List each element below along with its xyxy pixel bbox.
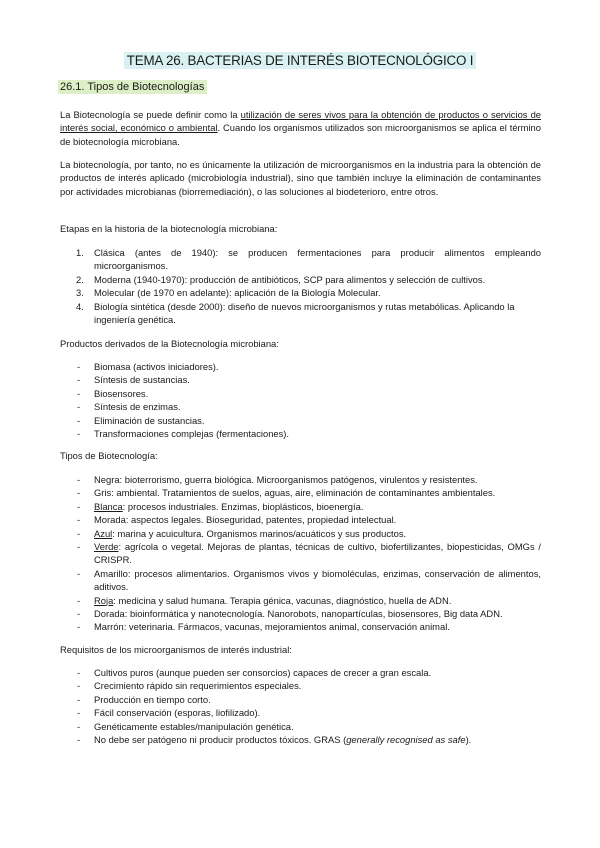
dash-bullet: - — [77, 720, 81, 732]
list-item — [60, 527, 541, 540]
type-term: Morada — [94, 514, 126, 526]
intro-p1-start: La Biotecnología se puede definir como la — [60, 109, 241, 120]
item-text: Crecimiento rápido sin requerimientos especiales. — [94, 680, 302, 692]
item-text: Biología sintética (desde 2000): diseño de nuevos microorganismos y rutas metabólicas. Aplicando la ingeniería genética. — [94, 300, 515, 326]
dash-bullet: - — [77, 474, 81, 485]
types-label: Tipos de Biotecnología: — [60, 450, 158, 461]
products-list — [60, 360, 541, 440]
type-term: Roja — [94, 594, 114, 606]
item-number: 3. — [76, 287, 84, 299]
type-term: Gris — [94, 487, 112, 499]
item-text-italic: generally recognised as safe — [346, 734, 466, 746]
list-item — [60, 666, 541, 679]
section-heading: 26.1. Tipos de Biotecnologías — [58, 80, 207, 94]
list-item — [60, 373, 541, 386]
dash-bullet: - — [77, 374, 81, 386]
dash-bullet: - — [77, 541, 81, 553]
item-number: 2. — [76, 273, 84, 285]
dash-bullet: - — [77, 594, 81, 606]
list-item — [60, 540, 541, 567]
type-description: : medicina y salud humana. Terapia génica, vacunas, diagnóstico, huella de ADN. — [113, 594, 452, 606]
history-list — [60, 246, 541, 326]
list-item — [60, 300, 541, 327]
item-number: 4. — [76, 300, 84, 312]
list-item — [60, 414, 541, 427]
dash-bullet: - — [77, 707, 81, 719]
types-list — [60, 473, 541, 634]
title-wrap — [0, 52, 600, 70]
type-description: : ambiental. Tratamientos de suelos, aguas, aire, eliminación de contaminantes ambientales. — [111, 487, 496, 499]
list-item — [60, 620, 541, 633]
list-item — [60, 286, 541, 299]
list-item — [60, 400, 541, 413]
item-text: Moderna (1940-1970): producción de antibióticos, SCP para alimentos y selección de cultivos. — [94, 273, 486, 285]
list-item — [60, 594, 541, 607]
item-text: Eliminación de sustancias. — [94, 414, 205, 426]
type-term: Negra — [94, 474, 120, 485]
dash-bullet: - — [77, 667, 81, 678]
type-description: : veterinaria. Fármacos, vacunas, mejoramientos animal, conservación animal. — [123, 621, 450, 633]
type-description: : procesos alimentarios. Organismos vivos y biomoléculas, enzimas, conservación de alimentos, aditivos. — [94, 567, 541, 593]
item-number: 1. — [76, 247, 84, 258]
list-item — [60, 486, 541, 499]
item-text: Clásica (antes de 1940): se producen fermentaciones para producir alimentos empleando microorganismos. — [94, 247, 541, 272]
type-term: Marrón — [94, 621, 124, 633]
dash-bullet: - — [77, 567, 81, 579]
products-label: Productos derivados de la Biotecnología microbiana: — [60, 338, 279, 349]
item-text: Biosensores. — [94, 387, 149, 399]
dash-bullet: - — [77, 680, 81, 692]
dash-bullet: - — [77, 387, 81, 399]
dash-bullet: - — [77, 527, 81, 539]
intro-p1-underlined: utilización de seres vivos para la obtención de productos o servicios de interés social, económico o ambiental — [60, 109, 541, 134]
type-description: : bioinformática y nanotecnología. Nanorobots, nanopartículas, biosensores, Big data ADN. — [124, 608, 503, 620]
item-text: Molecular (de 1970 en adelante): aplicación de la Biología Molecular. — [94, 287, 381, 299]
list-item — [60, 567, 541, 594]
page-title: TEMA 26. BACTERIAS DE INTERÉS BIOTECNOLÓGICO I — [124, 52, 476, 69]
type-term: Azul — [94, 527, 113, 539]
dash-bullet: - — [77, 401, 81, 413]
intro-p1-end: . Cuando los organismos utilizados son microorganismos se aplica el término de biotecnología microbiana. — [60, 122, 541, 147]
dash-bullet: - — [77, 487, 81, 499]
list-item — [60, 607, 541, 620]
dash-bullet: - — [77, 361, 81, 372]
list-item — [60, 273, 541, 286]
item-text: Cultivos puros (aunque pueden ser consorcios) capaces de crecer a gran escala. — [94, 667, 432, 678]
type-description: : marina y acuicultura. Organismos marinos/acuáticos y sus productos. — [112, 527, 407, 539]
item-text: Fácil conservación (esporas, liofilizado). — [94, 707, 261, 719]
list-item — [60, 706, 541, 719]
type-term: Amarillo — [94, 567, 128, 579]
intro-paragraph-2: La biotecnología, por tanto, no es únicamente la utilización de microorganismos en la industria para la obtención de productos de interés aplicado (microbiología industrial), sino que también incluye la eliminación de contaminantes por actividades microbianas (biorremediación), o las soluciones al biodeterioro, entre otros. — [60, 159, 541, 197]
dash-bullet: - — [77, 734, 81, 746]
item-text-end: ). — [465, 734, 472, 746]
dash-bullet: - — [77, 608, 81, 620]
list-item — [60, 387, 541, 400]
history-label: Etapas en la historia de la biotecnología microbiana: — [60, 223, 278, 234]
list-item — [60, 733, 541, 746]
item-text: Producción en tiempo corto. — [94, 693, 211, 705]
type-description: : agrícola o vegetal. Mejoras de plantas, técnicas de cultivo, biofertilizantes, biopesticidas, OMGs / CRISPR. — [94, 541, 541, 566]
list-item — [60, 500, 541, 513]
requirements-label: Requisitos de los microorganismos de interés industrial: — [60, 644, 292, 655]
intro-paragraph-1 — [60, 108, 541, 148]
item-text-start: No debe ser patógeno ni producir productos tóxicos. GRAS ( — [94, 734, 347, 746]
item-text: Genéticamente estables/manipulación genética. — [94, 720, 294, 732]
dash-bullet: - — [77, 693, 81, 705]
type-description: : aspectos legales. Bioseguridad, patentes, propiedad intelectual. — [125, 514, 397, 526]
list-item — [60, 720, 541, 733]
type-term: Dorada — [94, 608, 125, 620]
dash-bullet: - — [77, 621, 81, 633]
list-item — [60, 679, 541, 692]
type-term: Blanca — [94, 500, 123, 512]
dash-bullet: - — [77, 414, 81, 426]
type-description: : procesos industriales. Enzimas, bioplásticos, bioenergía. — [122, 500, 364, 512]
type-term: Verde — [94, 541, 119, 553]
item-text: Síntesis de enzimas. — [94, 401, 181, 413]
list-item — [60, 360, 541, 373]
requirements-list — [60, 666, 541, 746]
dash-bullet: - — [77, 428, 81, 440]
list-item — [60, 427, 541, 440]
list-item — [60, 246, 541, 273]
list-item — [60, 473, 541, 486]
list-item — [60, 693, 541, 706]
dash-bullet: - — [77, 514, 81, 526]
item-text: Síntesis de sustancias. — [94, 374, 190, 386]
item-text: Biomasa (activos iniciadores). — [94, 361, 219, 372]
item-text: Transformaciones complejas (fermentaciones). — [94, 428, 290, 440]
list-item — [60, 513, 541, 526]
type-description: : bioterrorismo, guerra biológica. Microorganismos patógenos, virulentos y resistentes. — [119, 474, 478, 485]
dash-bullet: - — [77, 500, 81, 512]
